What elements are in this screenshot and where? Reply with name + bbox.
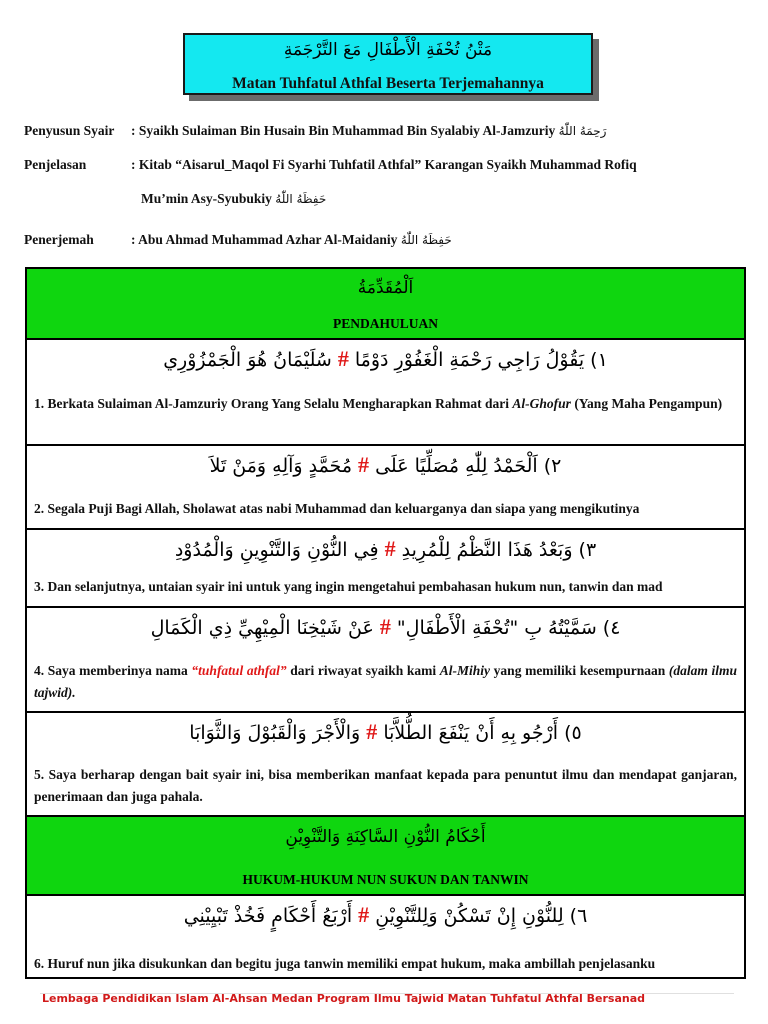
verse-hemistich-first: ١) يَقُوْلُ رَاجِي رَحْمَةِ الْغَفُوْرِ دَوْمًا bbox=[354, 349, 608, 371]
verse-hemistich-first: ٥) أَرْجُو بِهِ أَنْ يَنْفَعَ الطُّلاَّبَا bbox=[383, 722, 582, 744]
explanation-author: Mu’min Asy-Syubukiy bbox=[141, 191, 272, 206]
translator-name: : Abu Ahmad Muhammad Azhar Al-Maidaniy bbox=[131, 232, 398, 247]
section-title-arabic: اَلْمُقَدِّمَةُ bbox=[357, 278, 414, 298]
verse-translation: 2. Segala Puji Bagi Allah, Sholawat atas nabi Muhammad dan keluarganya dan siapa yang mengikutinya bbox=[34, 501, 640, 516]
translation-text: 4. Saya memberinya nama bbox=[34, 663, 192, 678]
verse-separator: # bbox=[379, 614, 391, 639]
verse-separator: # bbox=[366, 719, 378, 744]
title-arabic: مَتْنُ تُحْفَةِ الْأَطْفَالِ مَعَ التَّرْجَمَةِ bbox=[283, 40, 493, 60]
verse-hemistich-second: وَالْأَجْرَ وَالْقَبُوْلَ وَالثَّوَابَا bbox=[189, 722, 361, 744]
compiler-honor: رَحِمَهُ اللّٰهُ bbox=[558, 124, 607, 138]
verse-separator: # bbox=[358, 902, 370, 927]
translator-value bbox=[131, 232, 452, 248]
translation-italic-term: Al-Mihiy bbox=[439, 663, 491, 678]
section-title-latin: PENDAHULUAN bbox=[332, 316, 438, 331]
explanation-label: Penjelasan bbox=[24, 157, 87, 172]
verse-translation bbox=[34, 660, 737, 704]
verse-hemistich-second: سُلَيْمَانُ هُوَ الْجَمْزُوْرِي bbox=[163, 349, 332, 371]
verse-hemistich-second: أَرْبَعُ أَحْكَامٍ فَخُذْ تَبْيِيْنِي bbox=[183, 905, 353, 927]
translation-italic-term: Al-Ghofur bbox=[512, 396, 571, 411]
verse-separator: # bbox=[337, 346, 349, 371]
verse-2 bbox=[27, 446, 744, 530]
title-banner bbox=[183, 33, 593, 95]
footer-text: Lembaga Pendidikan Islam Al-Ahsan Medan Program Ilmu Tajwid Matan Tuhfatul Athfal Bersanad bbox=[42, 992, 646, 1005]
compiler-name: : Syaikh Sulaiman Bin Husain Bin Muhammad Bin Syalabiy Al-Jamzuriy bbox=[131, 123, 556, 138]
verses-table bbox=[25, 267, 746, 979]
title-latin: Matan Tuhfatul Athfal Beserta Terjemahannya bbox=[232, 75, 544, 92]
verse-hemistich-first: ٤) سَمَّيْتُهُ بِ "تُحْفَةِ الْأَطْفَالِ" bbox=[396, 617, 621, 639]
verse-4 bbox=[27, 608, 744, 713]
verse-hemistich-first: ٣) وَبَعْدُ هَذَا النَّظْمُ لِلْمُرِيدِ bbox=[401, 539, 597, 561]
verse-translation: 5. Saya berharap dengan bait syair ini, bisa memberikan manfaat kepada para penuntut ilmu dan mendapat ganjaran, penerimaan dan juga pahala. bbox=[34, 767, 737, 804]
verse-translation: 3. Dan selanjutnya, untaian syair ini untuk yang ingin mengetahui pembahasan hukum nun, tanwin dan mad bbox=[34, 579, 663, 594]
verse-hemistich-first: ٦) لِلنُّوْنِ إِنْ تَسْكُنْ وَلِلتَّنْوِيْنِ bbox=[375, 905, 588, 927]
verse-hemistich-second: مُحَمَّدٍ وَآلِهِ وَمَنْ تَلاَ bbox=[209, 455, 352, 477]
verse-arabic bbox=[37, 614, 734, 640]
verse-arabic bbox=[37, 719, 734, 745]
translation-text: 1. Berkata Sulaiman Al-Jamzuriy Orang Yang Selalu Mengharapkan Rahmat dari bbox=[34, 396, 513, 411]
verse-separator: # bbox=[384, 536, 396, 561]
section-header-nun-sukun bbox=[27, 817, 744, 896]
verse-arabic bbox=[37, 452, 734, 478]
translation-text: dari riwayat syaikh kami bbox=[286, 663, 440, 678]
explanation-honor: حَفِظَهُ اللّٰهُ bbox=[275, 192, 327, 206]
explanation-value-line1: : Kitab “Aisarul_Maqol Fi Syarhi Tuhfatil Athfal” Karangan Syaikh Muhammad Rofiq bbox=[131, 157, 637, 172]
section-header-introduction bbox=[27, 269, 744, 340]
translator-honor: حَفِظَهُ اللّٰهُ bbox=[400, 233, 452, 247]
verse-1 bbox=[27, 340, 744, 446]
verse-3 bbox=[27, 530, 744, 608]
verse-hemistich-second: عَنْ شَيْخِنَا الْمِيْهِيِّ ذِي الْكَمَالِ bbox=[150, 617, 374, 639]
translation-text: yang memiliki kesempurnaan bbox=[490, 663, 669, 678]
verse-translation: 6. Huruf nun jika disukunkan dan begitu juga tanwin memiliki empat hukum, maka ambillah penjelasanku bbox=[34, 956, 656, 971]
verse-arabic bbox=[37, 902, 734, 928]
verse-arabic bbox=[37, 536, 734, 562]
verse-separator: # bbox=[358, 452, 370, 477]
verse-5 bbox=[27, 713, 744, 817]
compiler-label: Penyusun Syair bbox=[24, 123, 115, 138]
section-title-arabic: أَحْكَامُ النُّوْنِ السَّاكِنَةِ وَالتَّنْوِيْنِ bbox=[285, 827, 486, 847]
verse-hemistich-first: ٢) اَلْحَمْدُ لِلّٰهِ مُصَلِّيًا عَلَى bbox=[375, 455, 562, 477]
explanation-value-line2 bbox=[141, 191, 326, 207]
verse-arabic bbox=[37, 346, 734, 372]
compiler-value bbox=[131, 123, 606, 139]
verse-6 bbox=[27, 896, 744, 977]
translator-label: Penerjemah bbox=[24, 232, 94, 247]
verse-hemistich-second: فِي النُّوْنِ وَالتَّنْوِينِ وَالْمُدُوْدِ bbox=[174, 539, 379, 561]
verse-translation bbox=[34, 393, 737, 415]
translation-italic-note: (dalam ilmu tajwid). bbox=[34, 663, 738, 700]
translation-book-title: “tuhfatul athfal” bbox=[191, 663, 287, 678]
translation-text: (Yang Maha Pengampun) bbox=[570, 396, 723, 411]
section-title-latin: HUKUM-HUKUM NUN SUKUN DAN TANWIN bbox=[242, 872, 529, 887]
